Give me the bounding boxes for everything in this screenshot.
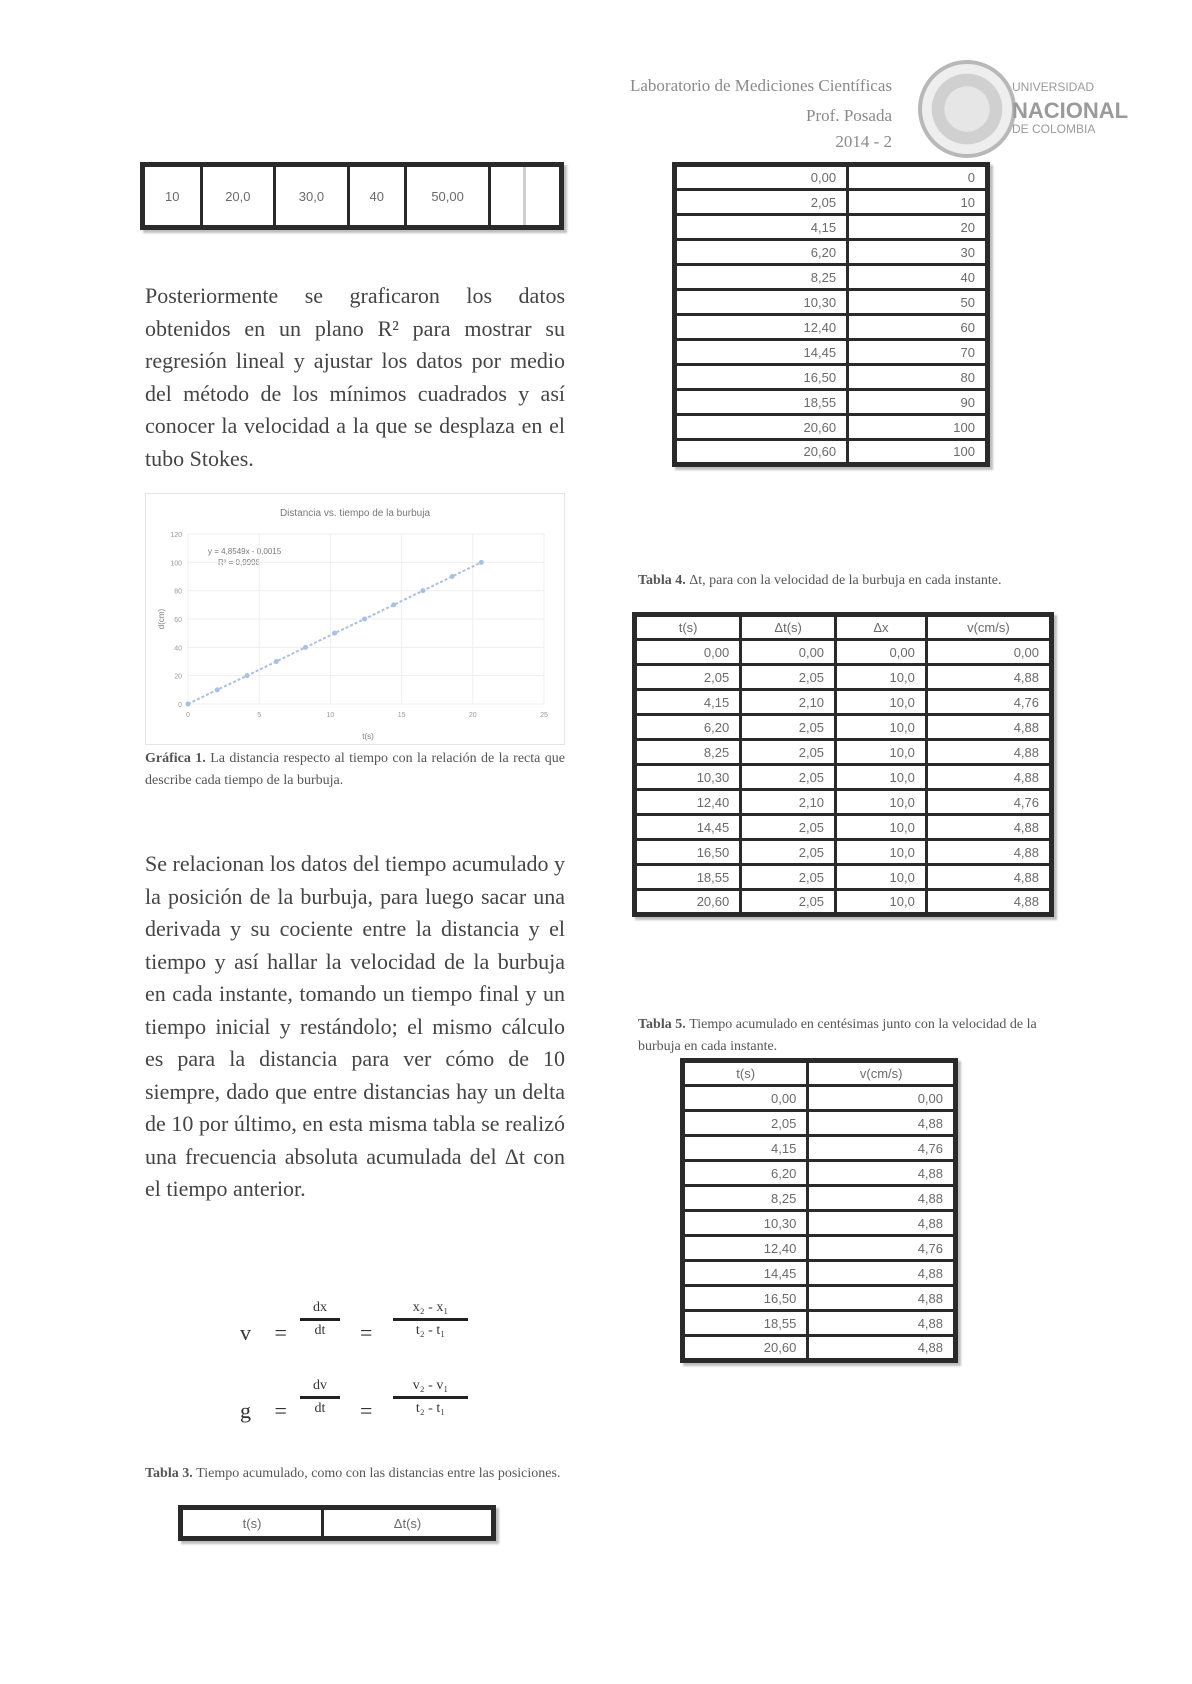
table5-text: Tiempo acumulado en centésimas junto con la velocidad de la burbuja en cada instante. [638, 1017, 1037, 1054]
university-name-1: UNIVERSIDAD [1012, 80, 1095, 94]
right-table-1-row [675, 365, 988, 390]
fraction-dv-dt [300, 1378, 340, 1417]
right-table-1 [672, 162, 990, 467]
chart-x-label: t(s) [362, 732, 374, 741]
right-table-1-cell: 0 [848, 165, 988, 190]
chart-y-tick-label: 60 [174, 617, 182, 624]
header-line-1: Laboratorio de Mediciones Científicas [630, 76, 892, 95]
right-table-1-row [675, 265, 988, 290]
right-table-3-row [683, 1086, 956, 1111]
university-name-3: DE COLOMBIA [1012, 122, 1096, 136]
chart-y-tick-label: 0 [178, 702, 182, 709]
right-table-1-cell: 20 [848, 215, 988, 240]
chart-data-point [215, 687, 220, 692]
table4-text: Δt, para con la velocidad de la burbuja en cada instante. [689, 573, 1002, 588]
chart-y-tick-label: 20 [174, 673, 182, 681]
table3-header [178, 1505, 496, 1541]
right-table-2-cell: 20,60 [635, 890, 741, 915]
right-table-1-cell: 8,25 [675, 265, 848, 290]
right-table-3-cell: 4,76 [808, 1136, 956, 1161]
right-table-2-cell: 4,88 [926, 715, 1051, 740]
table3-label: Tabla 3. [145, 1466, 193, 1481]
right-table-2-row [635, 640, 1052, 665]
right-table-3-cell: 4,15 [683, 1136, 808, 1161]
right-table-2-header-cell: Δx [836, 615, 927, 640]
right-table-2-row [635, 865, 1052, 890]
table4-caption [638, 570, 1058, 592]
fraction-num-1: x₂ - x₁ [412, 1300, 449, 1315]
right-table-1-row [675, 390, 988, 415]
fraction-num-2: v₂ - v₁ [412, 1378, 449, 1393]
right-table-1-row [675, 215, 988, 240]
right-table-2-cell: 2,05 [741, 715, 836, 740]
right-table-1-cell: 10 [848, 190, 988, 215]
right-table-1-cell: 60 [848, 315, 988, 340]
right-table-3 [680, 1058, 958, 1363]
right-table-2-cell: 10,0 [836, 665, 927, 690]
right-table-2-cell: 10,0 [836, 865, 927, 890]
right-table-2-cell: 10,0 [836, 840, 927, 865]
right-table-2-cell: 10,0 [836, 740, 927, 765]
right-table-1-cell: 100 [848, 440, 988, 465]
right-table-1-cell: 20,60 [675, 415, 848, 440]
university-seal-logo [918, 60, 1016, 158]
right-table-2-cell: 12,40 [635, 790, 741, 815]
right-table-1-row [675, 290, 988, 315]
figure1-label: Gráfica 1. [145, 751, 206, 766]
right-table-3-header-cell: v(cm/s) [808, 1061, 956, 1086]
chart-data-point [186, 702, 191, 707]
fraction-dt-2: dt [314, 1401, 326, 1416]
right-table-2-cell: 16,50 [635, 840, 741, 865]
chart-data-point [332, 631, 337, 636]
right-table-1-cell: 2,05 [675, 190, 848, 215]
fraction-velocity [393, 1300, 468, 1339]
right-table-2-cell: 2,05 [741, 815, 836, 840]
right-table-2-cell: 4,88 [926, 740, 1051, 765]
right-table-3-cell: 16,50 [683, 1286, 808, 1311]
table3-header-cell: Δt(s) [323, 1508, 494, 1539]
right-table-2-cell: 4,88 [926, 890, 1051, 915]
right-table-2-row [635, 765, 1052, 790]
right-table-3-header-cell: t(s) [683, 1061, 808, 1086]
right-table-3-row [683, 1136, 956, 1161]
chart-title: Distancia vs. tiempo de la burbuja [279, 508, 431, 519]
equals-sign-3: = [274, 1398, 287, 1423]
right-table-3-cell: 0,00 [808, 1086, 956, 1111]
fraction-acceleration [393, 1378, 468, 1417]
figure1-caption [145, 748, 565, 792]
right-table-1-cell: 4,15 [675, 215, 848, 240]
right-table-2-cell: 18,55 [635, 865, 741, 890]
right-table-3-cell: 4,88 [808, 1261, 956, 1286]
right-table-2-cell: 4,88 [926, 665, 1051, 690]
right-table-2-cell: 4,76 [926, 690, 1051, 715]
chart-data-point [245, 673, 250, 678]
table4-label: Tabla 4. [638, 573, 686, 588]
right-table-1-row [675, 340, 988, 365]
right-table-2-cell: 0,00 [635, 640, 741, 665]
right-table-3-row [683, 1336, 956, 1361]
right-table-2-cell: 2,05 [741, 865, 836, 890]
chart-equation: y = 4,8549x - 0,0015 [208, 547, 282, 556]
right-table-2-cell: 2,10 [741, 790, 836, 815]
right-table-3-cell: 14,45 [683, 1261, 808, 1286]
right-table-3-cell: 4,88 [808, 1311, 956, 1336]
right-table-2-row [635, 740, 1052, 765]
right-table-3-row [683, 1111, 956, 1136]
right-table-2-row [635, 815, 1052, 840]
right-table-2-cell: 4,76 [926, 790, 1051, 815]
right-table-2-row [635, 840, 1052, 865]
right-table-1-cell: 50 [848, 290, 988, 315]
right-table-3-cell: 8,25 [683, 1186, 808, 1211]
top-partial-table [140, 162, 564, 230]
chart-x-tick-label: 20 [468, 712, 477, 719]
right-table-3-cell: 0,00 [683, 1086, 808, 1111]
velocity-symbol: v [240, 1320, 251, 1345]
right-table-2 [632, 612, 1054, 917]
table3-caption [145, 1463, 565, 1485]
right-table-2-cell: 10,0 [836, 765, 927, 790]
right-table-1-cell: 40 [848, 265, 988, 290]
right-table-3-row [683, 1311, 956, 1336]
paragraph-velocity: Se relacionan los datos del tiempo acumulado y la posición de la burbuja, para luego sacar una derivada y su cociente entre la distancia y el tiempo y así hallar la velocidad de la burbuja en cada instante, tomando un tiempo final y un tiempo inicial y restándolo; el mismo cálculo es para la distancia para ver cómo de 10 siempre, dado que entre distancias hay un delta de 10 por último, en esta misma tabla se realizó una frecuencia absoluta acumulada del Δt con el tiempo anterior. [145, 851, 565, 1201]
right-table-2-cell: 2,10 [741, 690, 836, 715]
right-table-1-cell: 30 [848, 240, 988, 265]
fraction-dt: dt [314, 1323, 326, 1338]
top-table-cell [490, 165, 525, 228]
fraction-den-1: t₂ - t₁ [415, 1323, 446, 1338]
right-table-1-cell: 80 [848, 365, 988, 390]
right-table-3-cell: 4,88 [808, 1336, 956, 1361]
right-table-2-row [635, 690, 1052, 715]
equals-sign-4: = [360, 1398, 373, 1423]
table3-header-cell: t(s) [181, 1508, 323, 1539]
right-table-3-cell: 12,40 [683, 1236, 808, 1261]
top-table-cell: 20,0 [201, 165, 275, 228]
right-table-2-header-cell: Δt(s) [741, 615, 836, 640]
university-name-2: NACIONAL [1012, 98, 1129, 123]
chart-x-tick-label: 15 [397, 712, 406, 719]
acceleration-symbol: g [240, 1398, 251, 1423]
distance-time-chart [145, 493, 565, 745]
right-table-1-cell: 10,30 [675, 290, 848, 315]
chart-y-tick-label: 100 [170, 560, 182, 568]
chart-data-point [391, 602, 396, 607]
right-table-2-cell: 0,00 [926, 640, 1051, 665]
right-table-2-row [635, 790, 1052, 815]
right-table-2-cell: 14,45 [635, 815, 741, 840]
chart-x-tick-label: 25 [540, 712, 548, 719]
right-table-2-cell: 4,88 [926, 840, 1051, 865]
fraction-den-2: t₂ - t₁ [415, 1401, 446, 1416]
right-table-3-cell: 18,55 [683, 1311, 808, 1336]
right-table-3-cell: 4,88 [808, 1211, 956, 1236]
right-table-2-cell: 10,0 [836, 790, 927, 815]
right-table-2-header-cell: t(s) [635, 615, 741, 640]
right-table-2-cell: 10,30 [635, 765, 741, 790]
right-table-2-cell: 8,25 [635, 740, 741, 765]
right-table-1-cell: 18,55 [675, 390, 848, 415]
right-table-3-header-row [683, 1061, 956, 1086]
right-table-1-cell: 6,20 [675, 240, 848, 265]
header-line-2: Prof. Posada [806, 106, 892, 125]
fraction-dx: dx [313, 1300, 327, 1315]
right-table-2-cell: 2,05 [741, 890, 836, 915]
chart-r2: R² = 0,9998 [218, 558, 261, 567]
right-table-1-row [675, 240, 988, 265]
chart-data-point [420, 588, 425, 593]
right-table-1-cell: 14,45 [675, 340, 848, 365]
right-table-1-cell: 0,00 [675, 165, 848, 190]
right-table-2-cell: 2,05 [741, 665, 836, 690]
right-table-3-row [683, 1261, 956, 1286]
right-table-1-row [675, 190, 988, 215]
chart-x-tick-label: 0 [186, 712, 190, 719]
top-table-cell: 30,0 [275, 165, 349, 228]
top-table-cell: 10 [143, 165, 202, 228]
chart-data-point [479, 560, 484, 565]
right-table-1-row [675, 415, 988, 440]
right-table-2-cell: 6,20 [635, 715, 741, 740]
right-table-2-cell: 0,00 [741, 640, 836, 665]
chart-data-point [450, 574, 455, 579]
right-table-3-cell: 4,88 [808, 1286, 956, 1311]
right-table-3-cell: 4,76 [808, 1236, 956, 1261]
table3-text: Tiempo acumulado, como con las distancias entre las posiciones. [196, 1466, 561, 1481]
right-table-3-cell: 4,88 [808, 1111, 956, 1136]
chart-data-point [362, 617, 367, 622]
right-table-3-cell: 4,88 [808, 1186, 956, 1211]
paragraph-regression: Posteriormente se graficaron los datos obtenidos en un plano R² para mostrar su regresión lineal y ajustar los datos por medio del método de los mínimos cuadrados y así conocer la velocidad a la que se desplaza en el tubo Stokes. [145, 283, 565, 471]
right-table-1-cell: 20,60 [675, 440, 848, 465]
right-table-3-cell: 10,30 [683, 1211, 808, 1236]
table5-label: Tabla 5. [638, 1017, 686, 1032]
right-table-1-cell: 90 [848, 390, 988, 415]
right-table-2-cell: 10,0 [836, 890, 927, 915]
chart-x-tick-label: 5 [257, 712, 262, 719]
right-table-2-cell: 4,88 [926, 865, 1051, 890]
equals-sign-2: = [360, 1320, 373, 1345]
right-table-3-cell: 4,88 [808, 1161, 956, 1186]
right-table-2-cell: 4,88 [926, 765, 1051, 790]
right-table-2-cell: 2,05 [741, 740, 836, 765]
right-table-3-row [683, 1286, 956, 1311]
right-table-2-cell: 4,15 [635, 690, 741, 715]
chart-svg [146, 494, 564, 744]
right-table-3-cell: 20,60 [683, 1336, 808, 1361]
right-table-3-row [683, 1236, 956, 1261]
right-table-3-cell: 2,05 [683, 1111, 808, 1136]
chart-y-tick-label: 40 [174, 645, 182, 653]
right-table-2-cell: 4,88 [926, 815, 1051, 840]
right-table-2-row [635, 890, 1052, 915]
header-line-3: 2014 - 2 [835, 132, 892, 151]
right-table-1-row [675, 165, 988, 190]
chart-x-tick-label: 10 [326, 712, 335, 719]
right-table-2-cell: 0,00 [836, 640, 927, 665]
right-table-1-cell: 12,40 [675, 315, 848, 340]
top-table-cell [525, 165, 562, 228]
right-table-2-header-cell: v(cm/s) [926, 615, 1051, 640]
right-table-1-cell: 16,50 [675, 365, 848, 390]
figure1-text: La distancia respecto al tiempo con la relación de la recta que describe cada tiempo de la burbuja. [145, 751, 566, 788]
equation-acceleration [240, 1398, 287, 1424]
right-table-1-cell: 100 [848, 415, 988, 440]
chart-y-tick-label: 120 [170, 532, 182, 539]
chart-data-point [303, 645, 308, 650]
right-table-3-row [683, 1161, 956, 1186]
equation-velocity [240, 1320, 287, 1346]
right-table-2-cell: 2,05 [741, 840, 836, 865]
chart-y-tick-label: 80 [174, 588, 182, 596]
top-table-cell: 50,00 [405, 165, 490, 228]
right-table-2-header-row [635, 615, 1052, 640]
right-table-2-cell: 2,05 [635, 665, 741, 690]
right-table-1-cell: 70 [848, 340, 988, 365]
right-table-3-cell: 6,20 [683, 1161, 808, 1186]
right-table-2-cell: 2,05 [741, 765, 836, 790]
chart-y-label: d(cm) [157, 608, 166, 630]
fraction-dx-dt [300, 1300, 340, 1339]
right-table-3-row [683, 1211, 956, 1236]
right-table-2-cell: 10,0 [836, 690, 927, 715]
right-table-1-row [675, 440, 988, 465]
equals-sign-1: = [274, 1320, 287, 1345]
right-table-2-row [635, 665, 1052, 690]
right-table-2-row [635, 715, 1052, 740]
right-table-3-row [683, 1186, 956, 1211]
right-table-2-cell: 10,0 [836, 715, 927, 740]
chart-data-point [274, 659, 279, 664]
fraction-dv: dv [313, 1378, 327, 1393]
table5-caption [638, 1014, 1058, 1058]
right-table-2-cell: 10,0 [836, 815, 927, 840]
top-table-cell: 40 [348, 165, 405, 228]
right-table-1-row [675, 315, 988, 340]
